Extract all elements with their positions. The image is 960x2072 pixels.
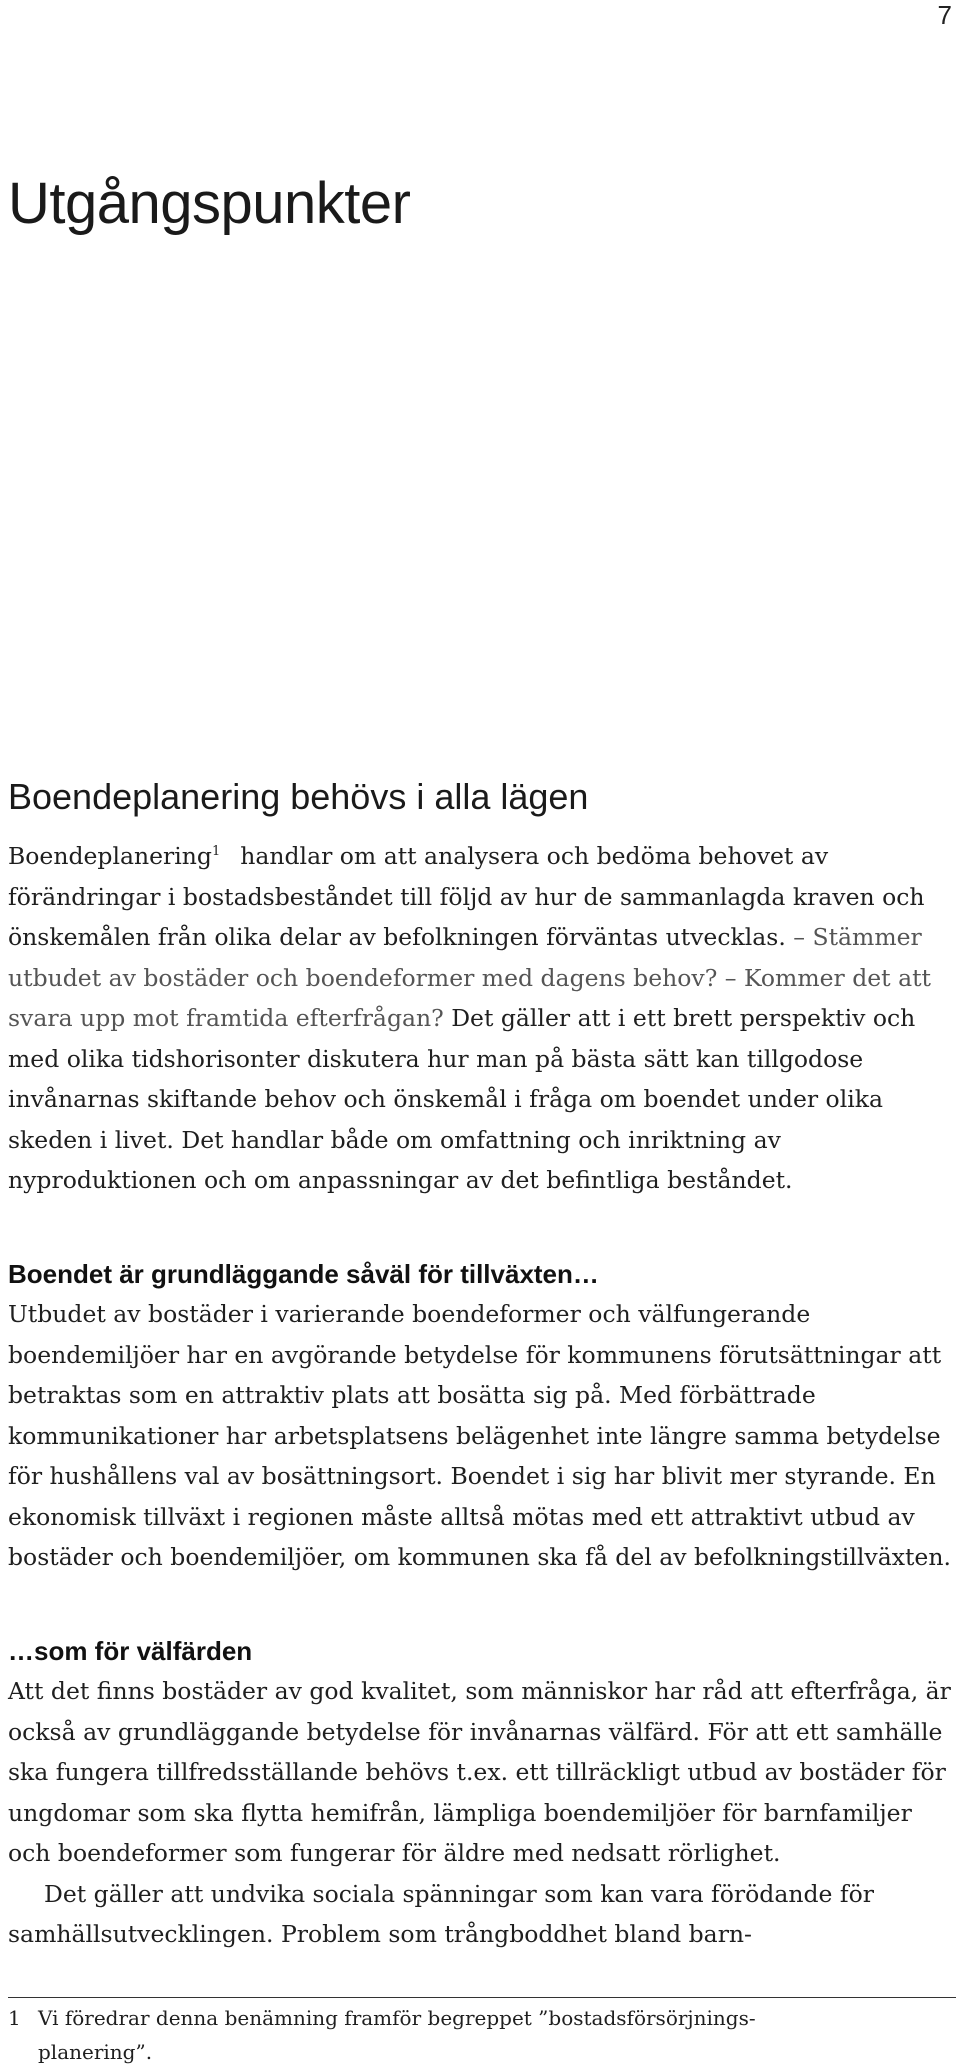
page-number: 7 [937, 0, 952, 30]
intro-block [8, 836, 956, 1201]
chapter-title: Utgångspunkter [8, 171, 411, 236]
intro-text-main: handlar om att analysera och bedöma behovet av förändringar i bostadsbeståndet till följd av hur de sammanlagda kraven och önskemålen från olika delar av befolkningen förväntas utvecklas. [8, 842, 925, 951]
welfare-paragraph-2: Det gäller att undvika sociala spänningar som kan vara förödande för samhällsutvecklingen. Problem som trångboddhet bland barn- [8, 1879, 874, 1948]
growth-paragraph: Utbudet av bostäder i varierande boendeformer och välfungerande boendemiljöer har en avgörande betydelse för kommunens förutsättningar att betraktas som en attraktiv plats att bosätta sig på. Med förbättrade kommunikationer har arbetsplatsens belägenhet inte längre samma betydelse för hushållens val av bosättningsort. Boendet i sig har blivit mer styrande. En ekonomisk tillväxt i regionen måste alltså mötas med ett attraktivt utbud av bostäder och boendemiljöer, om kommunen ska få del av befolkningstillväxten. [8, 1300, 951, 1571]
welfare-heading: …som för välfärden [8, 1636, 253, 1666]
footnote [8, 2001, 956, 2069]
growth-subsection [8, 1254, 956, 1578]
welfare-paragraph: Att det finns bostäder av god kvalitet, som människor har råd att efterfråga, är också av grundläggande betydelse för invånarnas välfärd. För att ett samhälle ska fungera tillfredsställande behövs t.ex. ett tillräckligt utbud av bostäder för ungdomar som ska flytta hemifrån, lämpliga boendemiljöer för barnfamiljer och boendeformer som fungerar för äldre med nedsatt rörlighet. [8, 1677, 951, 1867]
footnote-divider [8, 1997, 956, 1998]
footnote-number: 1 [8, 2006, 21, 2030]
intro-text-rest: Det gäller att i ett brett perspektiv och med olika tidshorisonter diskutera hur man på bästa sätt kan tillgodose invånarnas skiftande behov och önskemål i fråga om boendet under olika skeden i livet. Det handlar både om omfattning och inriktning av nyproduktionen och om anpassningar av det befintliga beståndet. [8, 1004, 916, 1194]
intro-paragraph [8, 836, 956, 1201]
welfare-subsection [8, 1631, 956, 1955]
intro-term: Boendeplanering [8, 842, 212, 870]
growth-heading: Boendet är grundläggande såväl för tillväxten… [8, 1259, 599, 1289]
footnote-text-line-1: Vi föredrar denna benämning framför begreppet ”bostadsförsörjnings- [38, 2006, 756, 2030]
section-title: Boendeplanering behövs i alla lägen [8, 776, 589, 817]
footnote-line-1 [8, 2001, 956, 2035]
footnote-reference: 1 [211, 844, 221, 860]
intro-text-questions: – Stämmer utbudet av bostäder och boendeformer med dagens behov? – Kommer det att svara upp mot framtida efterfrågan? [8, 923, 931, 1032]
footnote-text-line-2: planering”. [38, 2040, 153, 2064]
